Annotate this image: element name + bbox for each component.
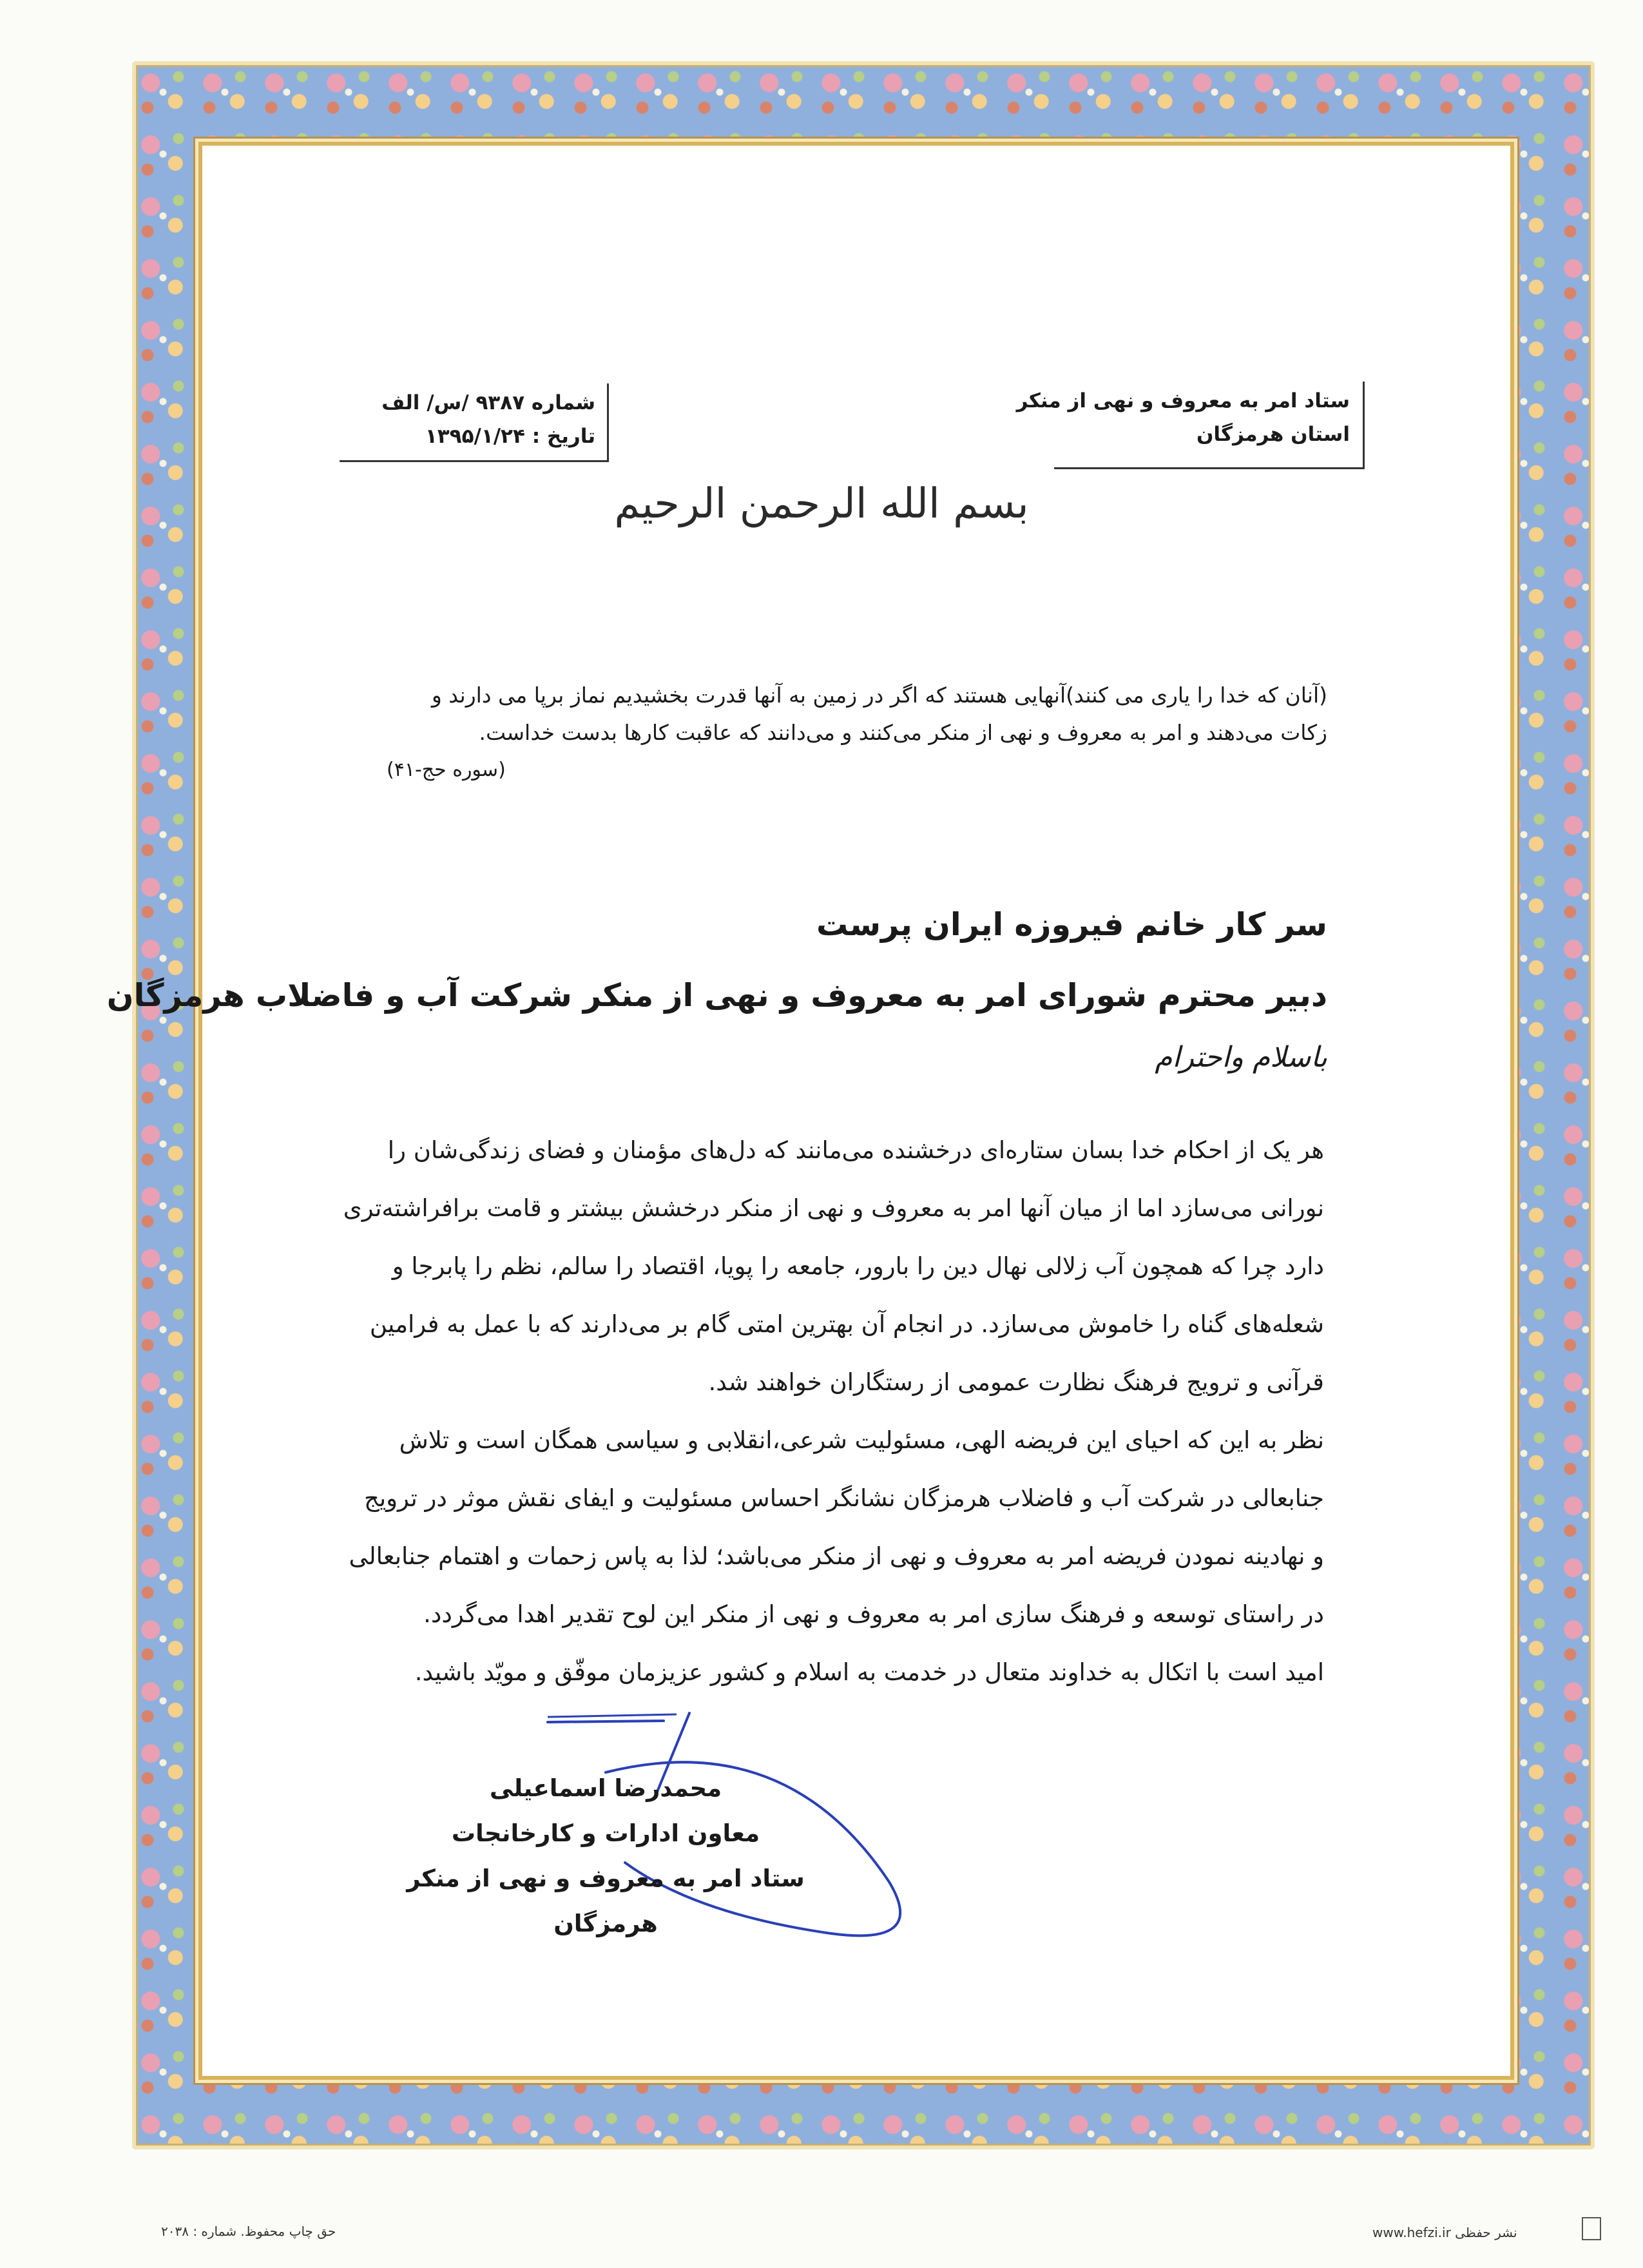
body-line: و نهادینه نمودن فریضه امر به معروف و نهی از منکر می‌باشد؛ لذا به پاس زحمات و اهتمام جنابعالی bbox=[349, 1542, 1324, 1570]
letter-number: شماره ۹۳۸۷ /س/ الف bbox=[381, 391, 595, 414]
publisher-logo-icon bbox=[1582, 2217, 1601, 2240]
signer-organization: ستاد امر به معروف و نهی از منکر هرمزگان bbox=[407, 1865, 805, 1937]
body-line: جنابعالی در شرکت آب و فاضلاب هرمزگان نشانگر احساس مسئولیت و ایفای نقش موثر در ترویج bbox=[364, 1484, 1324, 1512]
org-name: ستاد امر به معروف و نهی از منکر bbox=[1016, 389, 1350, 412]
greeting: باسلام واحترام bbox=[1155, 1041, 1327, 1074]
organization-header bbox=[1016, 382, 1365, 469]
quote-reference: (سوره حج-۴۱) bbox=[387, 759, 506, 781]
body-line: نظر به این که احیای این فریضه الهی، مسئولیت شرعی،انقلابی و سیاسی همگان است و تلاش bbox=[399, 1426, 1324, 1454]
body-line: هر یک از احکام خدا بسان ستاره‌ای درخشنده می‌مانند که دل‌های مؤمنان و فضای زندگی‌شان را bbox=[387, 1136, 1324, 1164]
recipient-block bbox=[106, 889, 1327, 1031]
body-line: امید است با اتکال به خداوند متعال در خدمت به اسلام و کشور عزیزمان موفّق و مویّد باشید. bbox=[414, 1658, 1324, 1686]
quran-quote bbox=[387, 677, 1327, 789]
copyright-note: حق چاپ محفوظ. شماره : ۲۰۳۸ bbox=[161, 2224, 336, 2239]
recipient-name: سر کار خانم فیروزه ایران پرست bbox=[816, 906, 1327, 943]
body-line: دارد چرا که همچون آب زلالی نهال دین را بارور، جامعه را پویا، اقتصاد را سالم، نظم را پابرجا و bbox=[392, 1252, 1324, 1280]
recipient-title: دبیر محترم شورای امر به معروف و نهی از منکر شرکت آب و فاضلاب هرمزگان bbox=[106, 977, 1327, 1014]
basmala-heading: بسم الله الرحمن الرحیم bbox=[614, 480, 1029, 528]
body-line: شعله‌های گناه را خاموش می‌سازد. در انجام آن بهترین امتی گام بر می‌دارند که با عمل به فرامین bbox=[369, 1310, 1324, 1338]
quote-line-1: (آنان که خدا را یاری می کنند)آنهایی هستند که اگر در زمین به آنها قدرت بخشیدیم نماز برپا می دارند و bbox=[431, 683, 1327, 708]
body-line: در راستای توسعه و فرهنگ سازی امر به معروف و نهی از منکر این لوح تقدیر اهدا می‌گردد. bbox=[423, 1600, 1324, 1628]
signer-block bbox=[387, 1766, 825, 1946]
publisher-note: www.hefzi.ir نشر حفظی bbox=[1372, 2225, 1517, 2240]
org-province: استان هرمزگان bbox=[1196, 423, 1350, 446]
signer-name: محمدرضا اسماعیلی bbox=[489, 1774, 722, 1802]
letter-date: تاریخ : ۱۳۹۵/۱/۲۴ bbox=[425, 425, 595, 448]
letter-body bbox=[341, 1121, 1324, 1701]
reference-box bbox=[340, 383, 609, 462]
signer-title: معاون ادارات و کارخانجات bbox=[451, 1819, 760, 1847]
quote-line-2: زکات می‌دهند و امر به معروف و نهی از منکر می‌کنند و می‌دانند که عاقبت کارها بدست خداست. bbox=[479, 720, 1327, 745]
body-line: نورانی می‌سازد اما از میان آنها امر به معروف و نهی از منکر درخشش بیشتر و قامت برافراشته‌تری bbox=[343, 1194, 1324, 1222]
body-line: قرآنی و ترویج فرهنگ نظارت عمومی از رستگاران خواهند شد. bbox=[708, 1368, 1324, 1396]
